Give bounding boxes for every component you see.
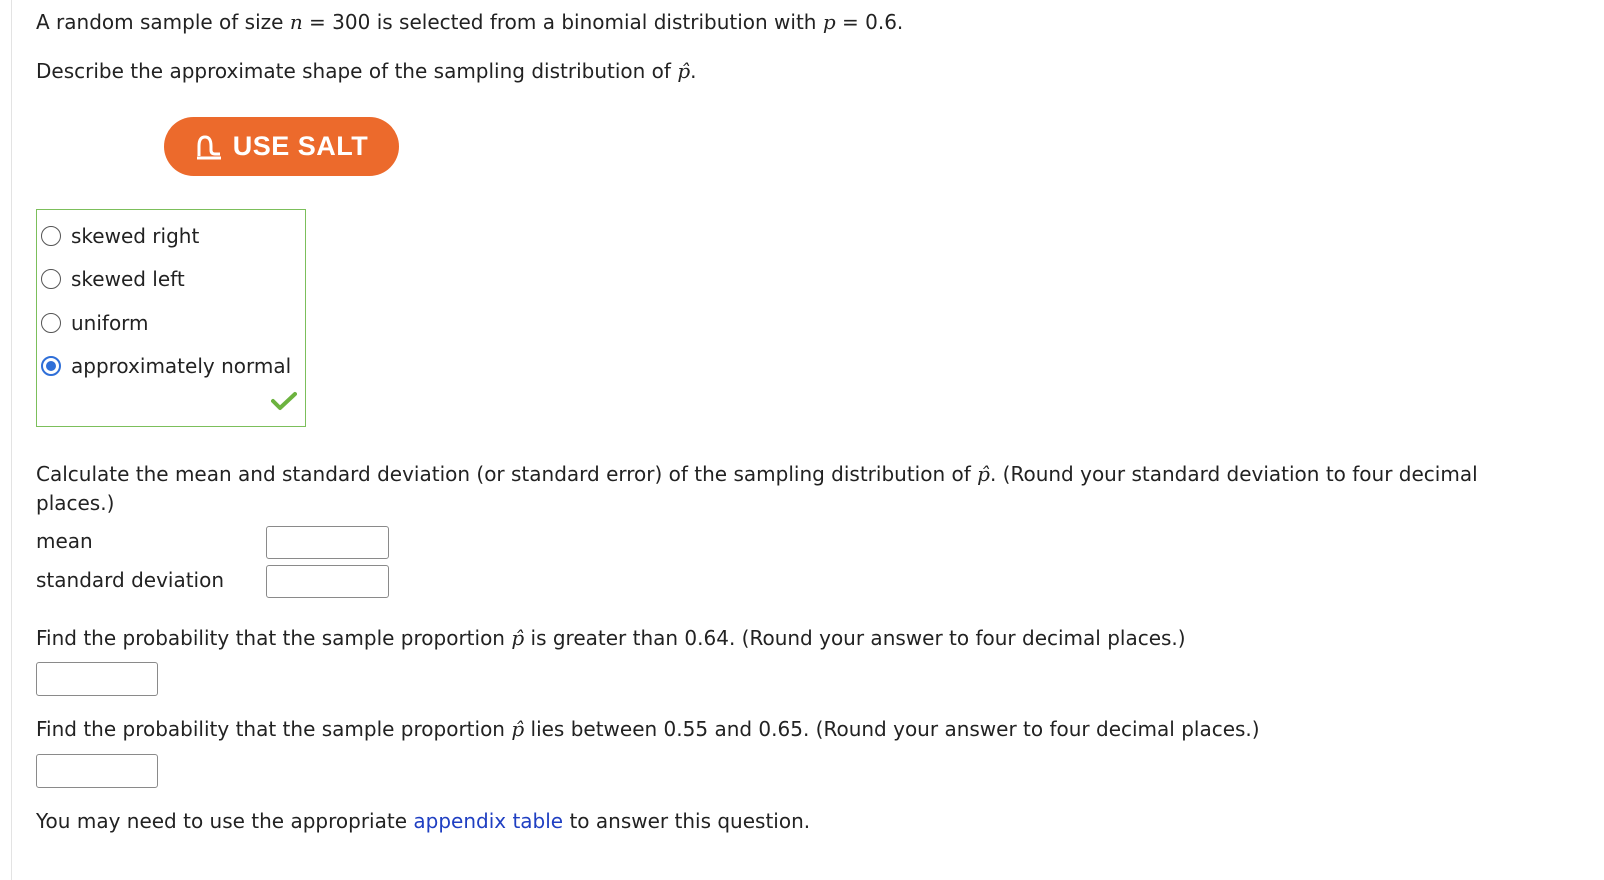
choice-uniform[interactable] bbox=[41, 310, 149, 336]
prob2-text-end: lies between 0.55 and 0.65. (Round your answer to four decimal places.) bbox=[524, 717, 1260, 741]
intro-text: A random sample of size bbox=[36, 10, 290, 34]
mean-label: mean bbox=[36, 529, 93, 553]
choice-label: skewed left bbox=[71, 267, 185, 291]
shape-question-end: . bbox=[690, 59, 697, 83]
prob2-text: Find the probability that the sample proportion bbox=[36, 717, 512, 741]
p-variable: p bbox=[822, 10, 836, 34]
calc-question-end: . (Round your standard deviation to four decimal places.) bbox=[36, 462, 1478, 515]
p-hat-symbol: p̂ bbox=[511, 626, 525, 650]
choice-approximately-normal[interactable] bbox=[41, 353, 291, 379]
standard-deviation-input[interactable] bbox=[266, 565, 389, 598]
standard-deviation-label: standard deviation bbox=[36, 568, 225, 592]
radio-button[interactable] bbox=[41, 226, 61, 246]
radio-button-selected[interactable] bbox=[41, 356, 61, 376]
mean-input[interactable] bbox=[266, 526, 389, 559]
calc-question-text: Calculate the mean and standard deviation (or standard error) of the sampling distribution of bbox=[36, 462, 978, 486]
prob1-text-end: is greater than 0.64. (Round your answer to four decimal places.) bbox=[524, 626, 1186, 650]
appendix-table-link[interactable]: appendix table bbox=[413, 809, 564, 833]
p-hat-symbol: p̂ bbox=[677, 59, 691, 83]
shape-question bbox=[36, 59, 696, 83]
choice-skewed-left[interactable] bbox=[41, 266, 185, 292]
choice-skewed-right[interactable] bbox=[41, 223, 199, 249]
left-divider bbox=[11, 0, 12, 880]
n-variable: n bbox=[289, 10, 303, 34]
probability-between-input[interactable] bbox=[36, 754, 158, 788]
radio-button[interactable] bbox=[41, 269, 61, 289]
choice-label: uniform bbox=[71, 311, 149, 335]
choice-label: approximately normal bbox=[71, 354, 292, 378]
prob1-text: Find the probability that the sample proportion bbox=[36, 626, 512, 650]
calc-question bbox=[36, 460, 1546, 518]
intro-p-value: = 0.6. bbox=[835, 10, 904, 34]
use-salt-label: USE SALT bbox=[232, 131, 369, 161]
problem-statement bbox=[36, 10, 903, 34]
radio-button[interactable] bbox=[41, 313, 61, 333]
p-hat-symbol: p̂ bbox=[977, 462, 990, 486]
shape-question-text: Describe the approximate shape of the sampling distribution of bbox=[36, 59, 678, 83]
probability-greater-input[interactable] bbox=[36, 662, 158, 696]
salt-logo-icon bbox=[195, 134, 223, 160]
footer-note bbox=[36, 809, 810, 833]
shape-choices bbox=[36, 209, 306, 427]
p-hat-symbol: p̂ bbox=[511, 717, 525, 741]
use-salt-button[interactable] bbox=[164, 117, 399, 176]
probability-greater-question bbox=[36, 626, 1186, 650]
probability-between-question bbox=[36, 717, 1260, 741]
intro-n-value: = 300 is selected from a binomial distribution with bbox=[302, 10, 823, 34]
footer-text-end: to answer this question. bbox=[563, 809, 811, 833]
choice-label: skewed right bbox=[71, 224, 200, 248]
checkmark-icon bbox=[271, 391, 297, 416]
footer-text: You may need to use the appropriate bbox=[36, 809, 414, 833]
